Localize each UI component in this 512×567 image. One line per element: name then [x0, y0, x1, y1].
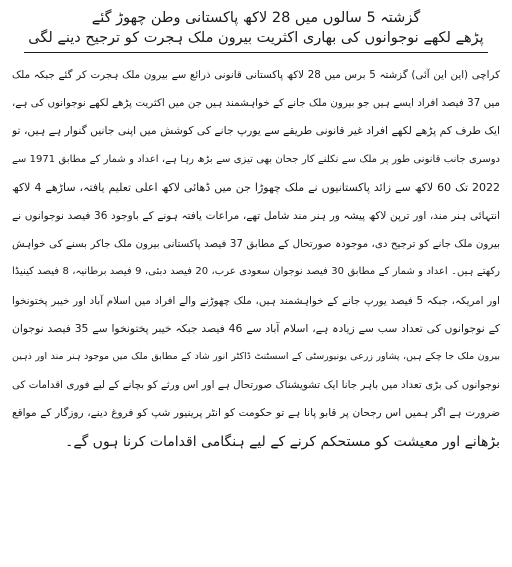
- body-line: نوجوانوں کی بڑی تعداد میں باہر جانا ایک تشویشناک صورتحال ہے اور اس ورثے کو بچانے کے لیے فوری اقدامات کی: [12, 379, 500, 392]
- body-line: اور امریکہ، جبکہ 5 فیصد یورپ جانے کے خواہشمند ہیں، ملک چھوڑنے والے افراد میں اسلام آباد اور خیبر پختونخوا: [12, 294, 500, 307]
- body-line: میں 37 فیصد افراد ایسے ہیں جو بیرون ملک جانے کے خواہشمند ہیں جن میں اکثریت پڑھے لکھے نوجوانوں کی ہے،: [12, 97, 500, 110]
- body-line: بڑھانے اور معیشت کو مستحکم کرنے کے لیے ہنگامی اقدامات کرنا ہوں گے۔: [65, 433, 500, 450]
- body-line: بیرون ملک جا چکے ہیں، پشاور زرعی یونیورسٹی کے اسسٹنٹ ڈاکٹر انور شاد کے مطابق ملک میں موجود ہنر مند اور ذہین: [12, 351, 500, 363]
- body-line: کے نوجوانوں کی تعداد سب سے زیادہ ہے، اسلام آباد سے 46 فیصد جبکہ خیبر پختونخوا سے 35 فیصد نوجوان: [12, 321, 500, 335]
- body-line: بیرون ملک جانے کو ترجیح دی، موجودہ صورتحال کے مطابق 37 فیصد پاکستانی بیرون ملک جاکر بسنے کی خواہش: [12, 238, 500, 251]
- body-line: کراچی (این این آئی) گزشتہ 5 برس میں 28 لاکھ پاکستانی قانونی ذرائع سے بیرون ملک ہجرت کر گئے جبکہ ملک: [12, 69, 500, 81]
- body-line: انتہائی ہنر مند، اور ترپن لاکھ پیشہ ور ہنر مند شامل تھے، مراعات یافتہ ہونے کے باوجود 36 فیصد نوجوانوں نے: [12, 210, 500, 223]
- headline: گزشتہ 5 سالوں میں 28 لاکھ پاکستانی وطن چھوڑ گئے: [91, 10, 421, 26]
- body-line: 2022 تک 60 لاکھ سے زائد پاکستانیوں نے ملک چھوڑا جن میں ڈھائی لاکھ اعلی تعلیم یافتہ، ساڑھے 4 لاکھ: [12, 180, 500, 194]
- headline-divider: [24, 52, 488, 53]
- article-body: [12, 61, 500, 456]
- body-line: دوسری جانب قانونی طور پر ملک سے نکلنے کار جحان بھی تیزی سے بڑھ رہا ہے، اعداد و شمار کے مطابق 1971 سے: [12, 153, 500, 165]
- body-line: رکھتے ہیں۔ اعداد و شمار کے مطابق 30 فیصد نوجوان سعودی عرب، 20 فیصد دبئی، 9 فیصد برطانیہ، 8 فیصد کینیڈا: [12, 266, 500, 278]
- body-line: ضرورت ہے اگر ہمیں اس رجحان پر قابو پانا ہے تو حکومت کو انٹر پرینیور شپ کو فروغ دینے، روزگار کے مواقع: [12, 407, 500, 420]
- body-line: ایک طرف کم پڑھے لکھے افراد غیر قانونی طریقے سے یورپ جانے کی کوشش میں اپنی جانیں گنوار ہے ہیں، تو: [12, 124, 500, 138]
- sub-headline: پڑھے لکھے نوجوانوں کی بھاری اکثریت بیرون ملک ہجرت کو ترجیح دینے لگی: [28, 30, 484, 46]
